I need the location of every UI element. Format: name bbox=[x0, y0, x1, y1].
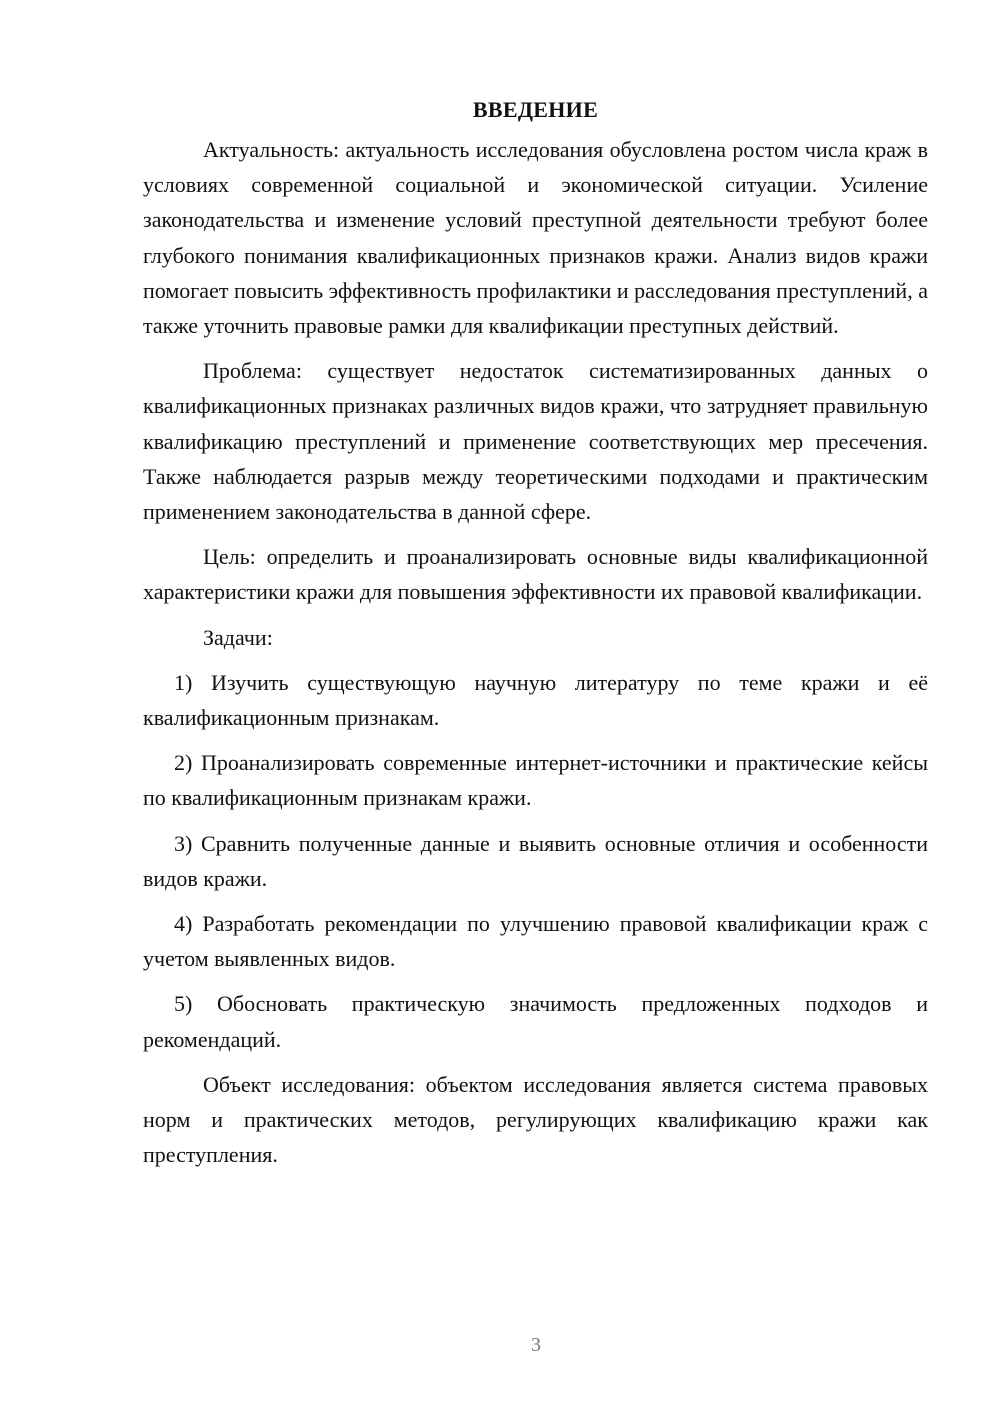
task-item-1: 1) Изучить существующую научную литературу по теме кражи и её квалификационным признакам. bbox=[143, 669, 928, 731]
task-item-3: 3) Сравнить полученные данные и выявить основные отличия и особенности видов кражи. bbox=[143, 830, 928, 891]
section-title: ВВЕДЕНИЕ bbox=[472, 97, 599, 122]
tasks-heading: Задачи: bbox=[203, 624, 273, 650]
task-item-4: 4) Разработать рекомендации по улучшению правовой квалификации краж с учетом выявленных видов. bbox=[143, 911, 928, 972]
page-content bbox=[143, 92, 928, 1172]
paragraph-relevance: Актуальность: актуальность исследования обусловлена ростом числа краж в условиях современной социальной и экономической ситуации. Усиление законодательства и изменение условий преступной деятельности требуют более глубокого понимания квалификационных признаков кражи. Анализ видов кражи помогает повысить эффективность профилактики и расследования преступлений, а также уточнить правовые рамки для квалификации преступных действий. bbox=[143, 137, 928, 339]
page-number: 3 bbox=[531, 1334, 541, 1356]
paragraph-problem: Проблема: существует недостаток систематизированных данных о квалификационных признаках различных видов кражи, что затрудняет правильную квалификацию преступлений и применение соответствующих мер пресечения. Также наблюдается разрыв между теоретическими подходами и практическим применением законодательства в данной сфере. bbox=[143, 358, 928, 525]
paragraph-object: Объект исследования: объектом исследования является система правовых норм и практических методов, регулирующих квалификацию кражи как преступления. bbox=[143, 1071, 928, 1168]
paragraph-goal: Цель: определить и проанализировать основные виды квалификационной характеристики кражи для повышения эффективности их правовой квалификации. bbox=[143, 544, 928, 605]
task-item-2: 2) Проанализировать современные интернет-источники и практические кейсы по квалификационным признакам кражи. bbox=[143, 750, 928, 811]
task-item-5: 5) Обосновать практическую значимость предложенных подходов и рекомендаций. bbox=[143, 991, 928, 1052]
